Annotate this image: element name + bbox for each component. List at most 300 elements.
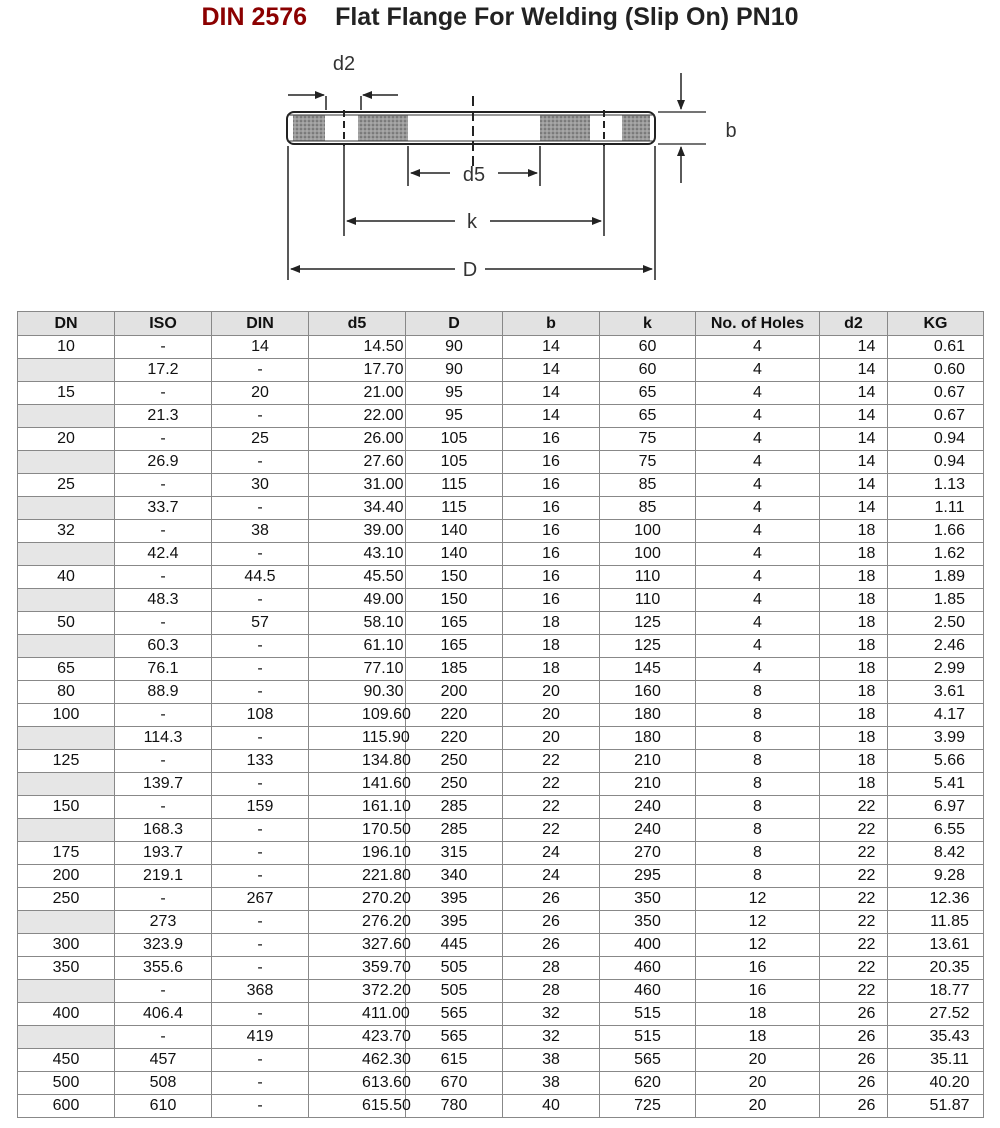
cell-d2: 22 [820,911,888,934]
cell-dn [18,589,115,612]
cell-d2: 18 [820,589,888,612]
cell-kg: 1.85 [888,589,984,612]
cell-D: 315 [406,842,503,865]
flange-body [287,96,655,168]
cell-din: - [212,865,309,888]
cell-d5: 22.00 [309,405,406,428]
cell-d5: 77.10 [309,658,406,681]
cell-holes: 16 [696,957,820,980]
cell-D: 445 [406,934,503,957]
cell-iso: - [115,428,212,451]
header-d5: d5 [309,312,406,336]
cell-din: - [212,934,309,957]
cell-b: 16 [503,566,600,589]
cell-D: 250 [406,750,503,773]
cell-holes: 20 [696,1072,820,1095]
cell-b: 16 [503,474,600,497]
cell-din: 419 [212,1026,309,1049]
cell-k: 65 [600,405,696,428]
cell-holes: 8 [696,727,820,750]
cell-dn: 250 [18,888,115,911]
cell-dn: 200 [18,865,115,888]
flange-drawing [0,40,1000,290]
table-row [18,520,984,543]
cell-kg: 9.28 [888,865,984,888]
cell-d5: 613.60 [309,1072,406,1095]
cell-dn: 80 [18,681,115,704]
cell-iso: 610 [115,1095,212,1118]
cell-d5: 17.70 [309,359,406,382]
cell-din: 44.5 [212,566,309,589]
cell-din: 159 [212,796,309,819]
header-d2: d2 [820,312,888,336]
cell-kg: 20.35 [888,957,984,980]
cell-din: - [212,589,309,612]
table-row [18,704,984,727]
cell-iso: 406.4 [115,1003,212,1026]
cell-dn [18,451,115,474]
cell-d2: 22 [820,796,888,819]
cell-k: 210 [600,773,696,796]
cell-d2: 14 [820,474,888,497]
cell-din: - [212,773,309,796]
cell-iso: 114.3 [115,727,212,750]
cell-holes: 4 [696,474,820,497]
cell-holes: 4 [696,635,820,658]
cell-d5: 141.60 [309,773,406,796]
cell-kg: 3.61 [888,681,984,704]
cell-d5: 61.10 [309,635,406,658]
cell-din: - [212,658,309,681]
cell-kg: 1.62 [888,543,984,566]
cell-k: 240 [600,796,696,819]
header-kg: KG [888,312,984,336]
cell-b: 28 [503,957,600,980]
cell-d2: 18 [820,727,888,750]
table-row [18,1072,984,1095]
cell-iso: 139.7 [115,773,212,796]
cell-d2: 22 [820,888,888,911]
cell-din: 108 [212,704,309,727]
cell-k: 460 [600,980,696,1003]
cell-holes: 12 [696,911,820,934]
label-b: b [725,120,737,142]
cell-iso: 42.4 [115,543,212,566]
cell-k: 725 [600,1095,696,1118]
table-header-row [18,312,984,336]
cell-D: 340 [406,865,503,888]
cell-d2: 22 [820,842,888,865]
cell-holes: 8 [696,819,820,842]
cell-dn: 25 [18,474,115,497]
standard-code: DIN 2576 [201,3,308,31]
cell-kg: 2.50 [888,612,984,635]
cell-k: 75 [600,451,696,474]
cell-dn: 350 [18,957,115,980]
cell-D: 115 [406,497,503,520]
cell-D: 185 [406,658,503,681]
cell-b: 20 [503,704,600,727]
cell-dn: 300 [18,934,115,957]
table-row [18,1049,984,1072]
table-row [18,1095,984,1118]
table-row [18,888,984,911]
cell-d2: 26 [820,1072,888,1095]
cell-din: 133 [212,750,309,773]
table-row [18,612,984,635]
cell-k: 400 [600,934,696,957]
cell-k: 515 [600,1026,696,1049]
cell-D: 565 [406,1026,503,1049]
cell-kg: 5.66 [888,750,984,773]
cell-din: - [212,451,309,474]
cell-b: 22 [503,819,600,842]
cell-b: 16 [503,497,600,520]
cell-d2: 14 [820,428,888,451]
cell-d5: 327.60 [309,934,406,957]
cell-iso: 76.1 [115,658,212,681]
header-iso: ISO [115,312,212,336]
cell-d2: 26 [820,1026,888,1049]
cell-d2: 18 [820,612,888,635]
cell-d2: 18 [820,520,888,543]
cell-kg: 2.46 [888,635,984,658]
cell-b: 14 [503,359,600,382]
cell-holes: 8 [696,842,820,865]
cell-k: 350 [600,888,696,911]
cell-d5: 423.70 [309,1026,406,1049]
cell-b: 18 [503,612,600,635]
cell-holes: 8 [696,681,820,704]
cell-k: 210 [600,750,696,773]
cell-k: 60 [600,359,696,382]
cell-kg: 6.55 [888,819,984,842]
table-row [18,566,984,589]
cell-k: 100 [600,543,696,566]
dimension-table [17,311,984,1118]
table-row [18,497,984,520]
cell-holes: 18 [696,1003,820,1026]
cell-k: 85 [600,497,696,520]
cell-k: 75 [600,428,696,451]
cell-d5: 109.60 [309,704,406,727]
cell-dn: 15 [18,382,115,405]
cell-din: 267 [212,888,309,911]
cell-iso: - [115,612,212,635]
cell-kg: 11.85 [888,911,984,934]
cell-d2: 26 [820,1003,888,1026]
cell-iso: - [115,520,212,543]
cell-dn: 175 [18,842,115,865]
cell-D: 670 [406,1072,503,1095]
cell-kg: 8.42 [888,842,984,865]
cell-b: 20 [503,727,600,750]
cell-D: 115 [406,474,503,497]
cell-iso: 508 [115,1072,212,1095]
cell-d5: 372.20 [309,980,406,1003]
cell-d5: 196.10 [309,842,406,865]
cell-holes: 4 [696,359,820,382]
cell-holes: 4 [696,543,820,566]
cell-holes: 4 [696,405,820,428]
cell-D: 250 [406,773,503,796]
cell-b: 16 [503,520,600,543]
cell-D: 285 [406,819,503,842]
cell-d2: 22 [820,819,888,842]
table-row [18,405,984,428]
cell-d5: 90.30 [309,681,406,704]
cell-dn [18,773,115,796]
cell-k: 125 [600,612,696,635]
table-row [18,428,984,451]
cell-d2: 22 [820,980,888,1003]
cell-k: 110 [600,566,696,589]
cell-D: 140 [406,543,503,566]
table-row [18,934,984,957]
table-row [18,658,984,681]
cell-d2: 18 [820,750,888,773]
cell-d2: 22 [820,934,888,957]
cell-b: 26 [503,888,600,911]
cell-D: 220 [406,704,503,727]
dimension-d2 [288,53,398,110]
cell-d2: 14 [820,497,888,520]
cell-dn: 32 [18,520,115,543]
cell-b: 22 [503,773,600,796]
cell-din: - [212,1072,309,1095]
table-row [18,635,984,658]
cell-d2: 18 [820,773,888,796]
cell-kg: 18.77 [888,980,984,1003]
cell-dn [18,359,115,382]
cell-d5: 49.00 [309,589,406,612]
cell-k: 125 [600,635,696,658]
cell-holes: 8 [696,796,820,819]
cell-dn: 40 [18,566,115,589]
table-row [18,359,984,382]
cell-k: 180 [600,727,696,750]
cell-d5: 26.00 [309,428,406,451]
cell-kg: 6.97 [888,796,984,819]
cell-d2: 18 [820,704,888,727]
cell-holes: 4 [696,382,820,405]
table-row [18,773,984,796]
cell-din: - [212,635,309,658]
header-k: k [600,312,696,336]
cell-k: 145 [600,658,696,681]
cell-iso: 33.7 [115,497,212,520]
cell-d2: 26 [820,1049,888,1072]
cell-d5: 170.50 [309,819,406,842]
table-body [18,336,984,1118]
cell-k: 240 [600,819,696,842]
cell-dn [18,635,115,658]
dimension-b [658,73,737,183]
cell-d5: 58.10 [309,612,406,635]
table-row [18,681,984,704]
cell-kg: 27.52 [888,1003,984,1026]
cell-din: - [212,819,309,842]
cell-b: 32 [503,1003,600,1026]
cell-D: 95 [406,382,503,405]
cell-b: 26 [503,911,600,934]
cell-kg: 0.94 [888,451,984,474]
table-row [18,336,984,359]
cell-D: 90 [406,359,503,382]
cell-D: 150 [406,589,503,612]
cell-d5: 270.20 [309,888,406,911]
cell-d5: 411.00 [309,1003,406,1026]
table-row [18,451,984,474]
cell-din: 38 [212,520,309,543]
cell-b: 16 [503,589,600,612]
cell-holes: 4 [696,612,820,635]
cell-holes: 4 [696,520,820,543]
header-b: b [503,312,600,336]
cell-d5: 43.10 [309,543,406,566]
label-d5: d5 [462,164,486,186]
cell-k: 565 [600,1049,696,1072]
cell-dn: 125 [18,750,115,773]
cell-b: 38 [503,1049,600,1072]
cell-k: 515 [600,1003,696,1026]
cell-din: 57 [212,612,309,635]
cell-din: - [212,359,309,382]
cell-b: 18 [503,635,600,658]
cell-iso: 323.9 [115,934,212,957]
cell-kg: 35.43 [888,1026,984,1049]
header-din: DIN [212,312,309,336]
cell-din: 25 [212,428,309,451]
cell-holes: 4 [696,658,820,681]
cell-d2: 18 [820,681,888,704]
table-row [18,980,984,1003]
cell-dn: 500 [18,1072,115,1095]
cell-din: - [212,1003,309,1026]
cell-b: 16 [503,451,600,474]
cell-kg: 5.41 [888,773,984,796]
cell-k: 110 [600,589,696,612]
cell-dn [18,405,115,428]
cell-holes: 8 [696,704,820,727]
cell-kg: 13.61 [888,934,984,957]
cell-k: 350 [600,911,696,934]
cell-D: 200 [406,681,503,704]
cell-iso: - [115,980,212,1003]
cell-dn: 50 [18,612,115,635]
table-row [18,543,984,566]
cell-din: - [212,1049,309,1072]
cell-iso: - [115,796,212,819]
label-d2: d2 [332,53,356,75]
cell-D: 505 [406,957,503,980]
cell-iso: - [115,750,212,773]
cell-d2: 14 [820,405,888,428]
cell-D: 780 [406,1095,503,1118]
cell-d2: 18 [820,635,888,658]
cell-dn [18,980,115,1003]
cell-d5: 462.30 [309,1049,406,1072]
cell-kg: 4.17 [888,704,984,727]
cell-dn: 10 [18,336,115,359]
cell-dn [18,911,115,934]
cell-din: - [212,681,309,704]
cell-D: 90 [406,336,503,359]
table-row [18,727,984,750]
cell-b: 32 [503,1026,600,1049]
cell-kg: 1.66 [888,520,984,543]
cell-holes: 8 [696,773,820,796]
cell-din: - [212,842,309,865]
cell-b: 24 [503,842,600,865]
cell-d5: 21.00 [309,382,406,405]
cell-holes: 8 [696,750,820,773]
cell-dn [18,543,115,566]
page-title [0,0,1000,34]
cell-d2: 18 [820,543,888,566]
cell-d5: 221.80 [309,865,406,888]
cell-holes: 4 [696,451,820,474]
cell-kg: 1.89 [888,566,984,589]
dimension-d5 [408,146,540,186]
cell-D: 140 [406,520,503,543]
cell-D: 505 [406,980,503,1003]
cell-D: 395 [406,888,503,911]
cell-iso: 273 [115,911,212,934]
cell-iso: 21.3 [115,405,212,428]
table-row [18,474,984,497]
cell-dn [18,819,115,842]
cell-k: 295 [600,865,696,888]
cell-din: 20 [212,382,309,405]
cell-d2: 14 [820,359,888,382]
cell-dn: 400 [18,1003,115,1026]
cell-k: 270 [600,842,696,865]
cell-D: 95 [406,405,503,428]
cell-d5: 161.10 [309,796,406,819]
cell-holes: 12 [696,934,820,957]
cell-dn [18,727,115,750]
cell-holes: 4 [696,428,820,451]
cell-b: 14 [503,382,600,405]
cell-kg: 2.99 [888,658,984,681]
cell-iso: - [115,474,212,497]
cell-d2: 26 [820,1095,888,1118]
cell-D: 165 [406,612,503,635]
cell-holes: 20 [696,1049,820,1072]
cell-b: 14 [503,405,600,428]
label-k: k [467,211,477,233]
cell-D: 150 [406,566,503,589]
cell-dn: 20 [18,428,115,451]
cell-D: 565 [406,1003,503,1026]
standard-name: Flat Flange For Welding (Slip On) PN10 [335,3,799,31]
cell-iso: - [115,336,212,359]
cell-kg: 1.11 [888,497,984,520]
cell-kg: 0.94 [888,428,984,451]
cell-b: 22 [503,796,600,819]
table-row [18,819,984,842]
cell-din: 14 [212,336,309,359]
table-row [18,865,984,888]
cell-holes: 8 [696,865,820,888]
cell-d2: 18 [820,566,888,589]
cell-kg: 0.67 [888,382,984,405]
cell-din: - [212,957,309,980]
table-row [18,911,984,934]
cell-kg: 35.11 [888,1049,984,1072]
cell-k: 160 [600,681,696,704]
